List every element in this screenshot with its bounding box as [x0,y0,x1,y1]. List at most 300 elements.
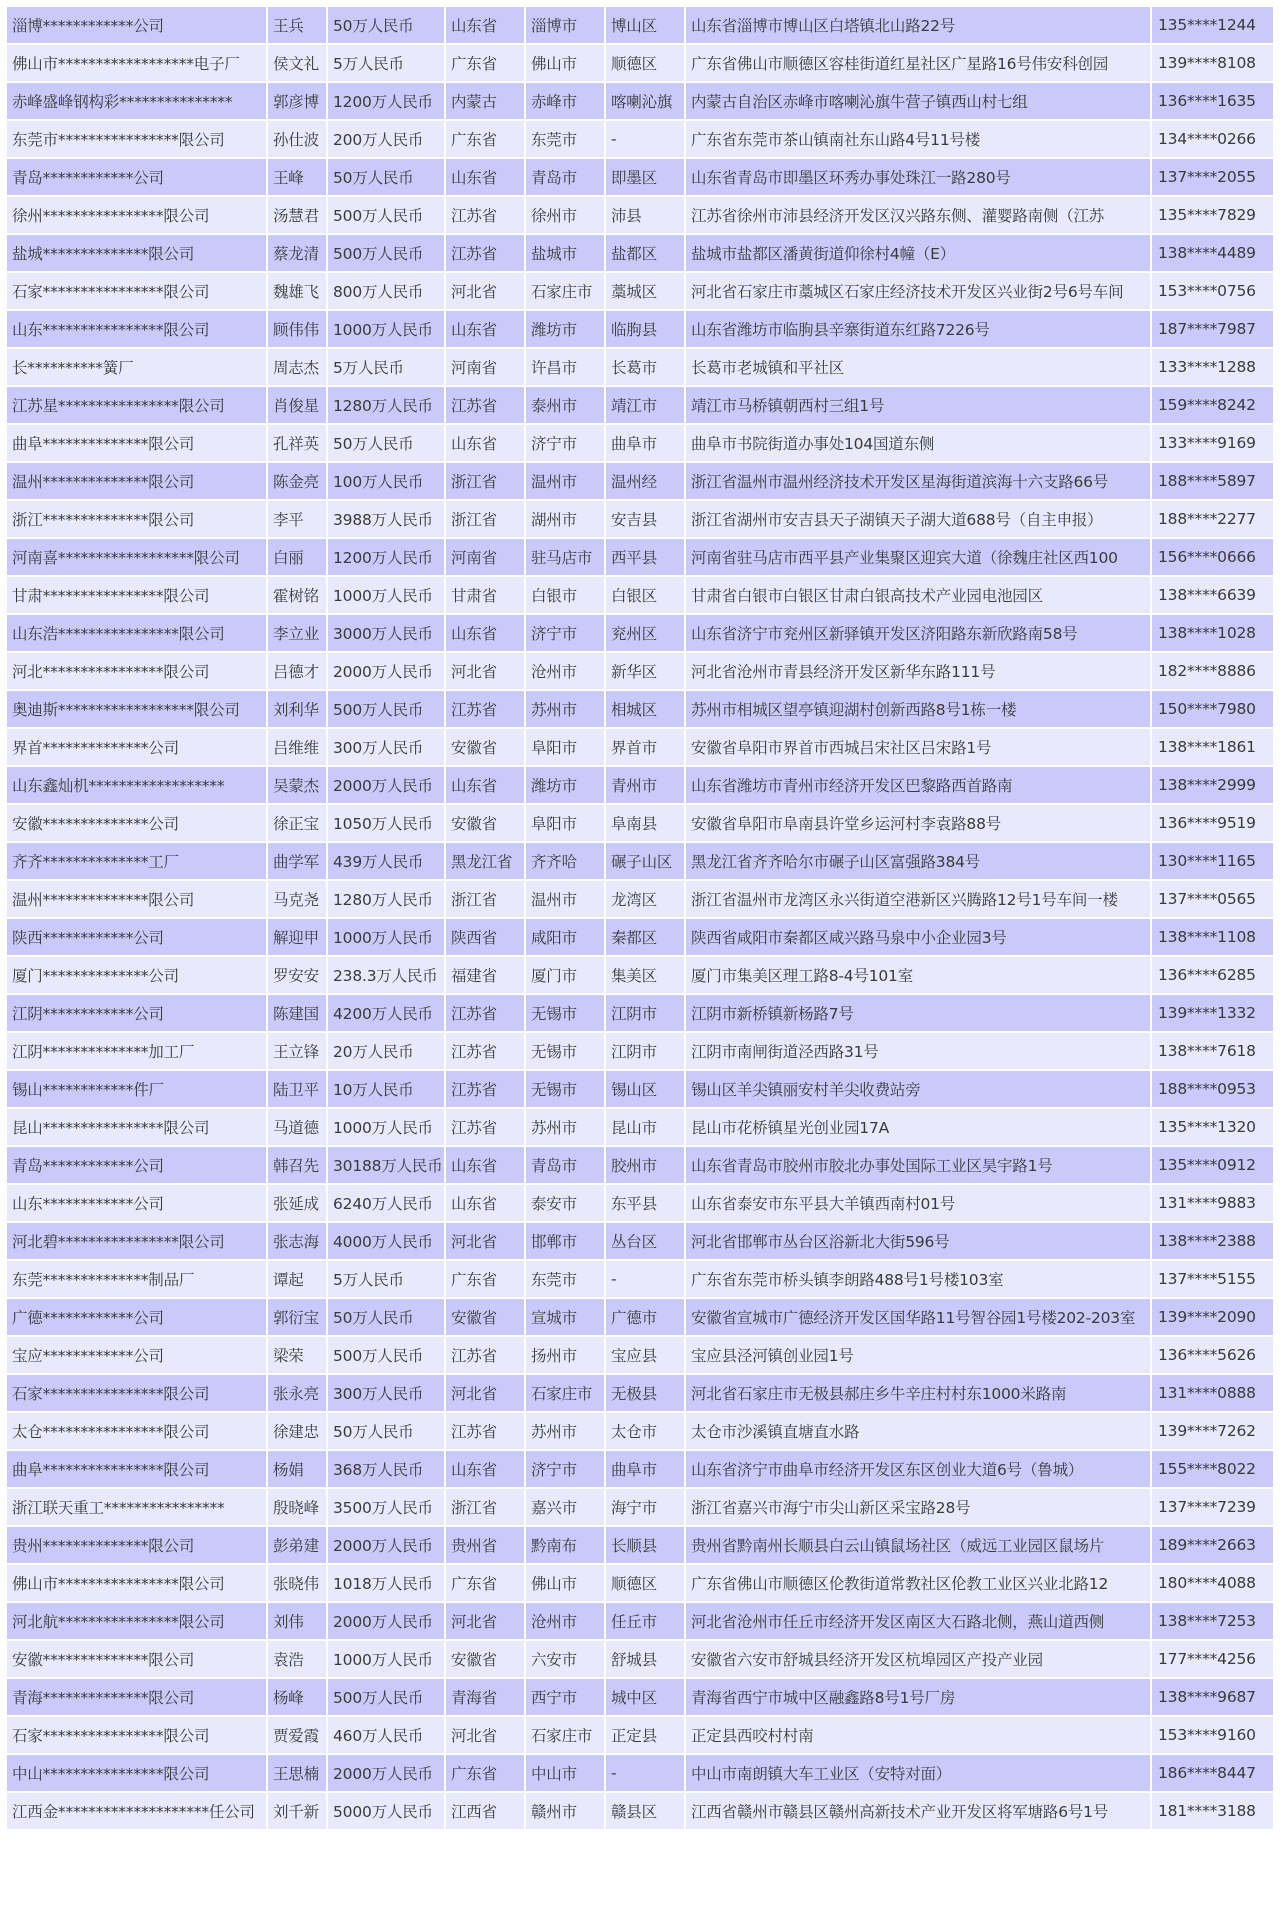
table-row [7,767,1273,803]
address-cell: 浙江省温州市温州经济技术开发区星海街道滨海十六支路66号 [686,463,1150,499]
company-name-cell: 安徽**************公司 [7,805,266,841]
province-cell: 安徽省 [446,729,524,765]
province-cell: 河南省 [446,349,524,385]
district-cell: 顺德区 [606,1565,684,1601]
contact-person-cell: 张延成 [268,1185,326,1221]
address-cell: 锡山区羊尖镇丽安村羊尖收费站旁 [686,1071,1150,1107]
contact-person-cell: 蔡龙清 [268,235,326,271]
address-cell: 江阴市新桥镇新杨路7号 [686,995,1150,1031]
phone-cell: 137****5155 [1152,1261,1273,1297]
registered-capital-cell: 1200万人民币 [328,539,444,575]
table-row [7,1565,1273,1601]
registered-capital-cell: 5000万人民币 [328,1793,444,1829]
registered-capital-cell: 1018万人民币 [328,1565,444,1601]
district-cell: 赣县区 [606,1793,684,1829]
company-name-cell: 齐齐**************工厂 [7,843,266,879]
district-cell: 阜南县 [606,805,684,841]
address-cell: 内蒙古自治区赤峰市喀喇沁旗牛营子镇西山村七组 [686,83,1150,119]
phone-cell: 136****6285 [1152,957,1273,993]
contact-person-cell: 吴蒙杰 [268,767,326,803]
registered-capital-cell: 2000万人民币 [328,767,444,803]
company-name-cell: 山东鑫灿机****************** [7,767,266,803]
company-name-cell: 山东浩****************限公司 [7,615,266,651]
province-cell: 山东省 [446,1185,524,1221]
company-name-cell: 山东************公司 [7,1185,266,1221]
registered-capital-cell: 20万人民币 [328,1033,444,1069]
phone-cell: 188****5897 [1152,463,1273,499]
table-row [7,7,1273,43]
city-cell: 苏州市 [526,691,604,727]
phone-cell: 139****7262 [1152,1413,1273,1449]
table-row [7,1755,1273,1791]
address-cell: 安徽省阜阳市界首市西城吕宋社区吕宋路1号 [686,729,1150,765]
company-name-cell: 浙江联天重工**************** [7,1489,266,1525]
contact-person-cell: 李立业 [268,615,326,651]
district-cell: 界首市 [606,729,684,765]
contact-person-cell: 霍树铭 [268,577,326,613]
province-cell: 山东省 [446,159,524,195]
phone-cell: 188****0953 [1152,1071,1273,1107]
province-cell: 内蒙古 [446,83,524,119]
phone-cell: 139****8108 [1152,45,1273,81]
table-row [7,121,1273,157]
table-row [7,1109,1273,1145]
company-name-cell: 奥迪斯******************限公司 [7,691,266,727]
province-cell: 安徽省 [446,1299,524,1335]
registered-capital-cell: 3500万人民币 [328,1489,444,1525]
company-name-cell: 河南喜******************限公司 [7,539,266,575]
table-row [7,957,1273,993]
district-cell: 曲阜市 [606,425,684,461]
address-cell: 山东省淄博市博山区白塔镇北山路22号 [686,7,1150,43]
address-cell: 广东省东莞市桥头镇李朗路488号1号楼103室 [686,1261,1150,1297]
city-cell: 东莞市 [526,1261,604,1297]
province-cell: 陕西省 [446,919,524,955]
address-cell: 贵州省黔南州长顺县白云山镇鼠场社区（威远工业园区鼠场片 [686,1527,1150,1563]
registered-capital-cell: 3988万人民币 [328,501,444,537]
contact-person-cell: 张永亮 [268,1375,326,1411]
city-cell: 济宁市 [526,615,604,651]
phone-cell: 135****7829 [1152,197,1273,233]
registered-capital-cell: 2000万人民币 [328,1527,444,1563]
contact-person-cell: 王峰 [268,159,326,195]
province-cell: 青海省 [446,1679,524,1715]
table-row [7,425,1273,461]
address-cell: 浙江省嘉兴市海宁市尖山新区采宝路28号 [686,1489,1150,1525]
company-name-cell: 曲阜**************限公司 [7,425,266,461]
table-row [7,235,1273,271]
district-cell: 舒城县 [606,1641,684,1677]
city-cell: 嘉兴市 [526,1489,604,1525]
registered-capital-cell: 2000万人民币 [328,1755,444,1791]
province-cell: 广东省 [446,1565,524,1601]
contact-person-cell: 谭起 [268,1261,326,1297]
city-cell: 青岛市 [526,159,604,195]
address-cell: 山东省青岛市即墨区环秀办事处珠江一路280号 [686,159,1150,195]
city-cell: 淄博市 [526,7,604,43]
registered-capital-cell: 5万人民币 [328,349,444,385]
contact-person-cell: 殷晓峰 [268,1489,326,1525]
table-row [7,197,1273,233]
company-name-cell: 浙江**************限公司 [7,501,266,537]
city-cell: 沧州市 [526,1603,604,1639]
address-cell: 山东省潍坊市临朐县辛寨街道东红路7226号 [686,311,1150,347]
phone-cell: 181****3188 [1152,1793,1273,1829]
table-row [7,463,1273,499]
registered-capital-cell: 1000万人民币 [328,1641,444,1677]
province-cell: 广东省 [446,1755,524,1791]
table-row [7,1489,1273,1525]
city-cell: 佛山市 [526,45,604,81]
contact-person-cell: 杨娟 [268,1451,326,1487]
city-cell: 齐齐哈 [526,843,604,879]
city-cell: 中山市 [526,1755,604,1791]
registered-capital-cell: 300万人民币 [328,729,444,765]
company-name-cell: 江阴************公司 [7,995,266,1031]
table-row [7,1147,1273,1183]
table-row [7,843,1273,879]
city-cell: 潍坊市 [526,767,604,803]
registered-capital-cell: 4200万人民币 [328,995,444,1031]
city-cell: 赤峰市 [526,83,604,119]
province-cell: 山东省 [446,1147,524,1183]
table-row [7,45,1273,81]
province-cell: 江苏省 [446,387,524,423]
contact-person-cell: 孙仕波 [268,121,326,157]
company-name-cell: 石家****************限公司 [7,1375,266,1411]
phone-cell: 137****2055 [1152,159,1273,195]
registered-capital-cell: 100万人民币 [328,463,444,499]
district-cell: 秦都区 [606,919,684,955]
phone-cell: 137****7239 [1152,1489,1273,1525]
district-cell: 藁城区 [606,273,684,309]
table-row [7,1033,1273,1069]
company-name-cell: 徐州****************限公司 [7,197,266,233]
district-cell: 集美区 [606,957,684,993]
province-cell: 浙江省 [446,463,524,499]
city-cell: 徐州市 [526,197,604,233]
registered-capital-cell: 30188万人民币 [328,1147,444,1183]
registered-capital-cell: 500万人民币 [328,691,444,727]
city-cell: 泰安市 [526,1185,604,1221]
city-cell: 扬州市 [526,1337,604,1373]
city-cell: 苏州市 [526,1413,604,1449]
company-name-cell: 界首**************公司 [7,729,266,765]
registered-capital-cell: 50万人民币 [328,7,444,43]
company-name-cell: 淄博************公司 [7,7,266,43]
province-cell: 浙江省 [446,501,524,537]
registered-capital-cell: 2000万人民币 [328,1603,444,1639]
district-cell: 无极县 [606,1375,684,1411]
table-row [7,919,1273,955]
registered-capital-cell: 1280万人民币 [328,387,444,423]
phone-cell: 177****4256 [1152,1641,1273,1677]
registered-capital-cell: 500万人民币 [328,235,444,271]
city-cell: 许昌市 [526,349,604,385]
address-cell: 江阴市南闸街道泾西路31号 [686,1033,1150,1069]
table-row [7,159,1273,195]
table-row [7,577,1273,613]
address-cell: 厦门市集美区理工路8-4号101室 [686,957,1150,993]
contact-person-cell: 杨峰 [268,1679,326,1715]
address-cell: 河南省驻马店市西平县产业集聚区迎宾大道（徐魏庄社区西100 [686,539,1150,575]
address-cell: 浙江省温州市龙湾区永兴街道空港新区兴腾路12号1号车间一楼 [686,881,1150,917]
phone-cell: 150****7980 [1152,691,1273,727]
contact-person-cell: 白丽 [268,539,326,575]
address-cell: 广东省东莞市茶山镇南社东山路4号11号楼 [686,121,1150,157]
table-row [7,653,1273,689]
address-cell: 宝应县泾河镇创业园1号 [686,1337,1150,1373]
province-cell: 广东省 [446,121,524,157]
table-row [7,1413,1273,1449]
contact-person-cell: 吕德才 [268,653,326,689]
contact-person-cell: 张志海 [268,1223,326,1259]
phone-cell: 138****6639 [1152,577,1273,613]
district-cell: 宝应县 [606,1337,684,1373]
table-row [7,83,1273,119]
company-name-cell: 江苏星****************限公司 [7,387,266,423]
registered-capital-cell: 500万人民币 [328,1337,444,1373]
company-name-cell: 河北航****************限公司 [7,1603,266,1639]
province-cell: 广东省 [446,45,524,81]
province-cell: 山东省 [446,425,524,461]
table-row [7,1603,1273,1639]
contact-person-cell: 徐建忠 [268,1413,326,1449]
table-row [7,349,1273,385]
district-cell: 喀喇沁旗 [606,83,684,119]
district-cell: 沛县 [606,197,684,233]
company-name-cell: 长**********簧厂 [7,349,266,385]
registered-capital-cell: 2000万人民币 [328,653,444,689]
province-cell: 安徽省 [446,1641,524,1677]
phone-cell: 135****1320 [1152,1109,1273,1145]
province-cell: 山东省 [446,767,524,803]
address-cell: 青海省西宁市城中区融鑫路8号1号厂房 [686,1679,1150,1715]
phone-cell: 135****0912 [1152,1147,1273,1183]
address-cell: 正定县西咬村村南 [686,1717,1150,1753]
registered-capital-cell: 800万人民币 [328,273,444,309]
contact-person-cell: 韩召先 [268,1147,326,1183]
phone-cell: 138****1028 [1152,615,1273,651]
contact-person-cell: 解迎甲 [268,919,326,955]
company-name-cell: 安徽**************限公司 [7,1641,266,1677]
table-row [7,501,1273,537]
district-cell: 博山区 [606,7,684,43]
contact-person-cell: 梁荣 [268,1337,326,1373]
city-cell: 湖州市 [526,501,604,537]
contact-person-cell: 马道德 [268,1109,326,1145]
registered-capital-cell: 500万人民币 [328,1679,444,1715]
district-cell: 东平县 [606,1185,684,1221]
address-cell: 河北省沧州市青县经济开发区新华东路111号 [686,653,1150,689]
table-row [7,881,1273,917]
company-name-cell: 佛山市****************限公司 [7,1565,266,1601]
registered-capital-cell: 200万人民币 [328,121,444,157]
district-cell: 兖州区 [606,615,684,651]
phone-cell: 153****9160 [1152,1717,1273,1753]
address-cell: 河北省石家庄市无极县郝庄乡牛辛庄村村东1000米路南 [686,1375,1150,1411]
city-cell: 无锡市 [526,1033,604,1069]
company-name-cell: 江西金********************任公司 [7,1793,266,1829]
table-row [7,311,1273,347]
province-cell: 山东省 [446,7,524,43]
city-cell: 沧州市 [526,653,604,689]
company-name-cell: 太仓****************限公司 [7,1413,266,1449]
district-cell: 温州经 [606,463,684,499]
address-cell: 山东省青岛市胶州市胶北办事处国际工业区昊宇路1号 [686,1147,1150,1183]
address-cell: 昆山市花桥镇星光创业园17A [686,1109,1150,1145]
phone-cell: 138****2388 [1152,1223,1273,1259]
table-row [7,1375,1273,1411]
registered-capital-cell: 439万人民币 [328,843,444,879]
address-cell: 安徽省阜阳市阜南县许堂乡运河村李袁路88号 [686,805,1150,841]
address-cell: 河北省沧州市任丘市经济开发区南区大石路北侧，燕山道西侧 [686,1603,1150,1639]
district-cell: 盐都区 [606,235,684,271]
province-cell: 江苏省 [446,235,524,271]
registered-capital-cell: 5万人民币 [328,45,444,81]
district-cell: 城中区 [606,1679,684,1715]
company-name-cell: 陕西************公司 [7,919,266,955]
city-cell: 潍坊市 [526,311,604,347]
province-cell: 广东省 [446,1261,524,1297]
company-name-cell: 赤峰盛峰钢构彩*************** [7,83,266,119]
province-cell: 安徽省 [446,805,524,841]
company-name-cell: 中山****************限公司 [7,1755,266,1791]
table-row [7,1071,1273,1107]
table-row [7,691,1273,727]
contact-person-cell: 马克尧 [268,881,326,917]
table-row [7,387,1273,423]
district-cell: 龙湾区 [606,881,684,917]
district-cell: 长顺县 [606,1527,684,1563]
phone-cell: 131****9883 [1152,1185,1273,1221]
province-cell: 山东省 [446,615,524,651]
city-cell: 六安市 [526,1641,604,1677]
company-name-cell: 河北****************限公司 [7,653,266,689]
table-row [7,1679,1273,1715]
registered-capital-cell: 1000万人民币 [328,1109,444,1145]
phone-cell: 131****0888 [1152,1375,1273,1411]
phone-cell: 137****0565 [1152,881,1273,917]
table-row [7,995,1273,1031]
registered-capital-cell: 6240万人民币 [328,1185,444,1221]
district-cell: 白银区 [606,577,684,613]
city-cell: 佛山市 [526,1565,604,1601]
district-cell: 江阴市 [606,1033,684,1069]
province-cell: 贵州省 [446,1527,524,1563]
phone-cell: 136****9519 [1152,805,1273,841]
registered-capital-cell: 1280万人民币 [328,881,444,917]
registered-capital-cell: 1050万人民币 [328,805,444,841]
address-cell: 浙江省湖州市安吉县天子湖镇天子湖大道688号（自主申报） [686,501,1150,537]
contact-person-cell: 孔祥英 [268,425,326,461]
table-row [7,273,1273,309]
district-cell: 胶州市 [606,1147,684,1183]
province-cell: 河北省 [446,1223,524,1259]
company-name-cell: 江阴**************加工厂 [7,1033,266,1069]
address-cell: 黑龙江省齐齐哈尔市碾子山区富强路384号 [686,843,1150,879]
company-name-cell: 石家****************限公司 [7,273,266,309]
address-cell: 曲阜市书院街道办事处104国道东侧 [686,425,1150,461]
company-name-cell: 锡山************件厂 [7,1071,266,1107]
city-cell: 阜阳市 [526,805,604,841]
phone-cell: 134****0266 [1152,121,1273,157]
district-cell: 新华区 [606,653,684,689]
phone-cell: 136****1635 [1152,83,1273,119]
company-name-cell: 山东****************限公司 [7,311,266,347]
company-name-cell: 昆山****************限公司 [7,1109,266,1145]
contact-person-cell: 陆卫平 [268,1071,326,1107]
contact-person-cell: 魏雄飞 [268,273,326,309]
district-cell: - [606,1755,684,1791]
phone-cell: 133****1288 [1152,349,1273,385]
city-cell: 苏州市 [526,1109,604,1145]
district-cell: - [606,1261,684,1297]
address-cell: 山东省济宁市曲阜市经济开发区东区创业大道6号（鲁城） [686,1451,1150,1487]
district-cell: - [606,121,684,157]
city-cell: 黔南布 [526,1527,604,1563]
table-row [7,1185,1273,1221]
address-cell: 山东省潍坊市青州市经济开发区巴黎路西首路南 [686,767,1150,803]
province-cell: 山东省 [446,1451,524,1487]
company-name-cell: 盐城**************限公司 [7,235,266,271]
table-row [7,1641,1273,1677]
registered-capital-cell: 1000万人民币 [328,577,444,613]
city-cell: 石家庄市 [526,1375,604,1411]
province-cell: 山东省 [446,311,524,347]
address-cell: 江苏省徐州市沛县经济开发区汉兴路东侧、灌婴路南侧（江苏 [686,197,1150,233]
registered-capital-cell: 10万人民币 [328,1071,444,1107]
phone-cell: 135****1244 [1152,7,1273,43]
address-cell: 陕西省咸阳市秦都区咸兴路马泉中小企业园3号 [686,919,1150,955]
province-cell: 江苏省 [446,995,524,1031]
phone-cell: 159****8242 [1152,387,1273,423]
table-row [7,1717,1273,1753]
company-name-cell: 青海**************限公司 [7,1679,266,1715]
registered-capital-cell: 238.3万人民币 [328,957,444,993]
table-row [7,1299,1273,1335]
phone-cell: 138****1108 [1152,919,1273,955]
company-name-cell: 贵州**************限公司 [7,1527,266,1563]
registered-capital-cell: 4000万人民币 [328,1223,444,1259]
company-name-cell: 温州**************限公司 [7,463,266,499]
company-name-cell: 青岛************公司 [7,1147,266,1183]
phone-cell: 133****9169 [1152,425,1273,461]
address-cell: 苏州市相城区望亭镇迎湖村创新西路8号1栋一楼 [686,691,1150,727]
company-name-cell: 温州**************限公司 [7,881,266,917]
company-name-cell: 曲阜****************限公司 [7,1451,266,1487]
district-cell: 江阴市 [606,995,684,1031]
company-name-cell: 甘肃****************限公司 [7,577,266,613]
contact-person-cell: 郭彦博 [268,83,326,119]
contact-person-cell: 陈金亮 [268,463,326,499]
table-row [7,615,1273,651]
phone-cell: 138****9687 [1152,1679,1273,1715]
phone-cell: 189****2663 [1152,1527,1273,1563]
province-cell: 河北省 [446,1375,524,1411]
address-cell: 太仓市沙溪镇直塘直水路 [686,1413,1150,1449]
registered-capital-cell: 50万人民币 [328,159,444,195]
phone-cell: 188****2277 [1152,501,1273,537]
phone-cell: 139****1332 [1152,995,1273,1031]
phone-cell: 139****2090 [1152,1299,1273,1335]
phone-cell: 138****2999 [1152,767,1273,803]
city-cell: 邯郸市 [526,1223,604,1259]
table-row [7,1451,1273,1487]
company-name-cell: 东莞**************制品厂 [7,1261,266,1297]
province-cell: 河北省 [446,1603,524,1639]
registered-capital-cell: 368万人民币 [328,1451,444,1487]
